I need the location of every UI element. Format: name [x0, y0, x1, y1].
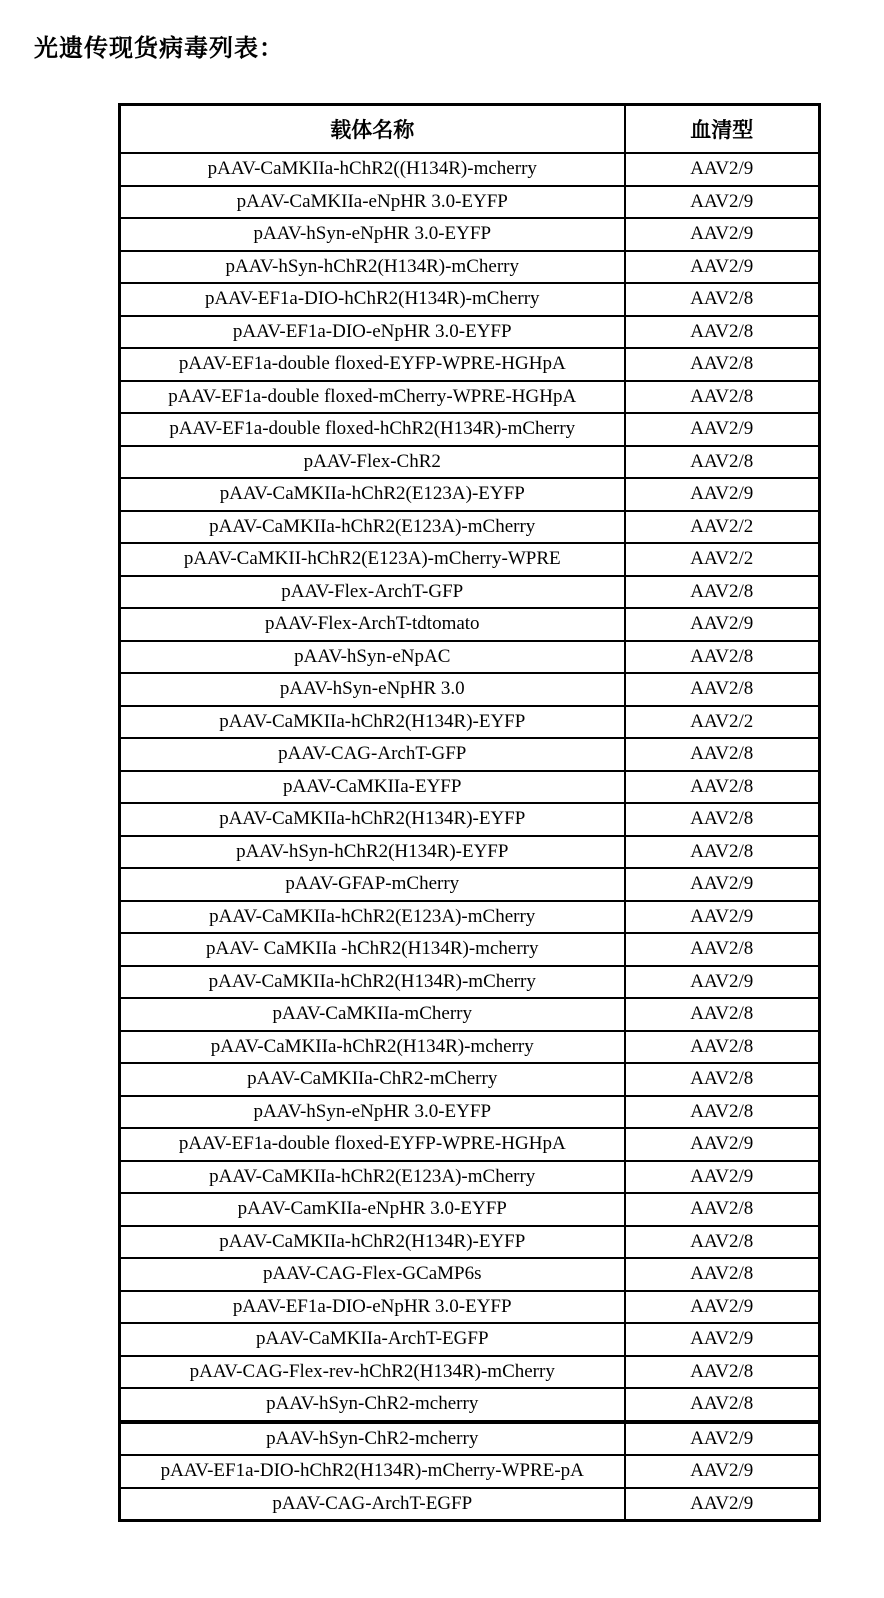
vector-name-cell: pAAV-CAG-Flex-GCaMP6s: [120, 1258, 625, 1291]
vector-name-cell: pAAV-CaMKIIa-ArchT-EGFP: [120, 1323, 625, 1356]
table-row: [120, 1422, 820, 1456]
table-row: [120, 1455, 820, 1488]
table-row: [120, 998, 820, 1031]
virus-table: [118, 103, 821, 1522]
serotype-cell: AAV2/8: [625, 1096, 820, 1129]
table-row: [120, 1226, 820, 1259]
table-row: [120, 1488, 820, 1521]
vector-name-cell: pAAV-Flex-ArchT-tdtomato: [120, 608, 625, 641]
vector-name-cell: pAAV-Flex-ArchT-GFP: [120, 576, 625, 609]
vector-name-cell: pAAV-EF1a-DIO-eNpHR 3.0-EYFP: [120, 1291, 625, 1324]
vector-name-cell: pAAV-EF1a-double floxed-EYFP-WPRE-HGHpA: [120, 348, 625, 381]
serotype-cell: AAV2/8: [625, 283, 820, 316]
vector-name-cell: pAAV-CaMKIIa-hChR2(E123A)-mCherry: [120, 901, 625, 934]
page-title: 光遗传现货病毒列表：: [34, 36, 284, 62]
serotype-cell: AAV2/8: [625, 1031, 820, 1064]
serotype-cell: AAV2/9: [625, 186, 820, 219]
table-row: [120, 1356, 820, 1389]
table-row: [120, 1161, 820, 1194]
vector-name-cell: pAAV-CaMKIIa-hChR2(H134R)-EYFP: [120, 803, 625, 836]
serotype-cell: AAV2/9: [625, 1323, 820, 1356]
serotype-cell: AAV2/8: [625, 771, 820, 804]
table-row: [120, 1096, 820, 1129]
serotype-cell: AAV2/8: [625, 1258, 820, 1291]
vector-name-cell: pAAV-CAG-ArchT-EGFP: [120, 1488, 625, 1521]
vector-name-cell: pAAV-CaMKIIa-ChR2-mCherry: [120, 1063, 625, 1096]
column-header-serotype: 血清型: [625, 105, 820, 154]
table-row: [120, 836, 820, 869]
vector-name-cell: pAAV- CaMKIIa -hChR2(H134R)-mcherry: [120, 933, 625, 966]
serotype-cell: AAV2/9: [625, 251, 820, 284]
serotype-cell: AAV2/8: [625, 1356, 820, 1389]
serotype-cell: AAV2/9: [625, 868, 820, 901]
serotype-cell: AAV2/8: [625, 998, 820, 1031]
serotype-cell: AAV2/8: [625, 576, 820, 609]
serotype-cell: AAV2/2: [625, 543, 820, 576]
table-row: [120, 381, 820, 414]
table-row: [120, 1128, 820, 1161]
table-row: [120, 771, 820, 804]
serotype-cell: AAV2/8: [625, 1388, 820, 1422]
vector-name-cell: pAAV-hSyn-hChR2(H134R)-EYFP: [120, 836, 625, 869]
serotype-cell: AAV2/8: [625, 836, 820, 869]
serotype-cell: AAV2/9: [625, 1422, 820, 1456]
table-row: [120, 218, 820, 251]
table-row: [120, 706, 820, 739]
table-row: [120, 153, 820, 186]
vector-name-cell: pAAV-CaMKIIa-hChR2(H134R)-EYFP: [120, 1226, 625, 1259]
vector-name-cell: pAAV-hSyn-eNpHR 3.0-EYFP: [120, 218, 625, 251]
table-row: [120, 316, 820, 349]
table-row: [120, 933, 820, 966]
serotype-cell: AAV2/9: [625, 901, 820, 934]
serotype-cell: AAV2/9: [625, 218, 820, 251]
table-row: [120, 868, 820, 901]
serotype-cell: AAV2/9: [625, 1455, 820, 1488]
serotype-cell: AAV2/9: [625, 966, 820, 999]
table-body: [120, 153, 820, 1521]
serotype-cell: AAV2/9: [625, 1291, 820, 1324]
vector-name-cell: pAAV-CaMKIIa-hChR2(E123A)-mCherry: [120, 511, 625, 544]
table-row: [120, 478, 820, 511]
vector-name-cell: pAAV-CaMKIIa-hChR2(H134R)-mcherry: [120, 1031, 625, 1064]
vector-name-cell: pAAV-EF1a-DIO-hChR2(H134R)-mCherry-WPRE-pA: [120, 1455, 625, 1488]
serotype-cell: AAV2/8: [625, 933, 820, 966]
vector-name-cell: pAAV-hSyn-eNpHR 3.0: [120, 673, 625, 706]
vector-name-cell: pAAV-hSyn-ChR2-mcherry: [120, 1388, 625, 1422]
table-row: [120, 543, 820, 576]
header-row: [120, 105, 820, 154]
vector-name-cell: pAAV-EF1a-double floxed-mCherry-WPRE-HGHpA: [120, 381, 625, 414]
vector-name-cell: pAAV-hSyn-hChR2(H134R)-mCherry: [120, 251, 625, 284]
table-row: [120, 186, 820, 219]
vector-name-cell: pAAV-EF1a-DIO-hChR2(H134R)-mCherry: [120, 283, 625, 316]
vector-name-cell: pAAV-CamKIIa-eNpHR 3.0-EYFP: [120, 1193, 625, 1226]
table-row: [120, 738, 820, 771]
table-row: [120, 251, 820, 284]
serotype-cell: AAV2/8: [625, 348, 820, 381]
serotype-cell: AAV2/2: [625, 511, 820, 544]
table-row: [120, 1063, 820, 1096]
vector-name-cell: pAAV-CaMKIIa-eNpHR 3.0-EYFP: [120, 186, 625, 219]
serotype-cell: AAV2/9: [625, 608, 820, 641]
vector-name-cell: pAAV-EF1a-DIO-eNpHR 3.0-EYFP: [120, 316, 625, 349]
table-row: [120, 673, 820, 706]
vector-name-cell: pAAV-CaMKIIa-hChR2((H134R)-mcherry: [120, 153, 625, 186]
serotype-cell: AAV2/8: [625, 381, 820, 414]
vector-name-cell: pAAV-CaMKIIa-mCherry: [120, 998, 625, 1031]
serotype-cell: AAV2/9: [625, 1488, 820, 1521]
serotype-cell: AAV2/8: [625, 803, 820, 836]
table-header: [120, 105, 820, 154]
vector-name-cell: pAAV-CaMKIIa-EYFP: [120, 771, 625, 804]
vector-name-cell: pAAV-CaMKIIa-hChR2(E123A)-EYFP: [120, 478, 625, 511]
serotype-cell: AAV2/8: [625, 316, 820, 349]
vector-name-cell: pAAV-CAG-Flex-rev-hChR2(H134R)-mCherry: [120, 1356, 625, 1389]
serotype-cell: AAV2/8: [625, 673, 820, 706]
table-row: [120, 1031, 820, 1064]
vector-name-cell: pAAV-hSyn-ChR2-mcherry: [120, 1422, 625, 1456]
serotype-cell: AAV2/9: [625, 153, 820, 186]
serotype-cell: AAV2/8: [625, 446, 820, 479]
table-row: [120, 1258, 820, 1291]
vector-name-cell: pAAV-EF1a-double floxed-hChR2(H134R)-mCherry: [120, 413, 625, 446]
serotype-cell: AAV2/9: [625, 1161, 820, 1194]
table-row: [120, 1193, 820, 1226]
table-row: [120, 283, 820, 316]
serotype-cell: AAV2/8: [625, 1226, 820, 1259]
vector-name-cell: pAAV-hSyn-eNpAC: [120, 641, 625, 674]
table-row: [120, 1291, 820, 1324]
serotype-cell: AAV2/9: [625, 413, 820, 446]
serotype-cell: AAV2/9: [625, 478, 820, 511]
serotype-cell: AAV2/2: [625, 706, 820, 739]
table-row: [120, 1388, 820, 1422]
vector-name-cell: pAAV-EF1a-double floxed-EYFP-WPRE-HGHpA: [120, 1128, 625, 1161]
vector-name-cell: pAAV-CaMKII-hChR2(E123A)-mCherry-WPRE: [120, 543, 625, 576]
table-row: [120, 966, 820, 999]
vector-name-cell: pAAV-Flex-ChR2: [120, 446, 625, 479]
table-row: [120, 413, 820, 446]
column-header-vector-name: 载体名称: [120, 105, 625, 154]
serotype-cell: AAV2/8: [625, 1063, 820, 1096]
vector-name-cell: pAAV-CaMKIIa-hChR2(H134R)-EYFP: [120, 706, 625, 739]
table-row: [120, 446, 820, 479]
table-row: [120, 901, 820, 934]
serotype-cell: AAV2/8: [625, 1193, 820, 1226]
serotype-cell: AAV2/9: [625, 1128, 820, 1161]
vector-name-cell: pAAV-CaMKIIa-hChR2(H134R)-mCherry: [120, 966, 625, 999]
vector-name-cell: pAAV-hSyn-eNpHR 3.0-EYFP: [120, 1096, 625, 1129]
vector-name-cell: pAAV-CaMKIIa-hChR2(E123A)-mCherry: [120, 1161, 625, 1194]
table-row: [120, 608, 820, 641]
table-row: [120, 511, 820, 544]
vector-name-cell: pAAV-GFAP-mCherry: [120, 868, 625, 901]
table-row: [120, 803, 820, 836]
serotype-cell: AAV2/8: [625, 738, 820, 771]
table-row: [120, 1323, 820, 1356]
serotype-cell: AAV2/8: [625, 641, 820, 674]
vector-name-cell: pAAV-CAG-ArchT-GFP: [120, 738, 625, 771]
table-row: [120, 641, 820, 674]
table-row: [120, 348, 820, 381]
table-row: [120, 576, 820, 609]
